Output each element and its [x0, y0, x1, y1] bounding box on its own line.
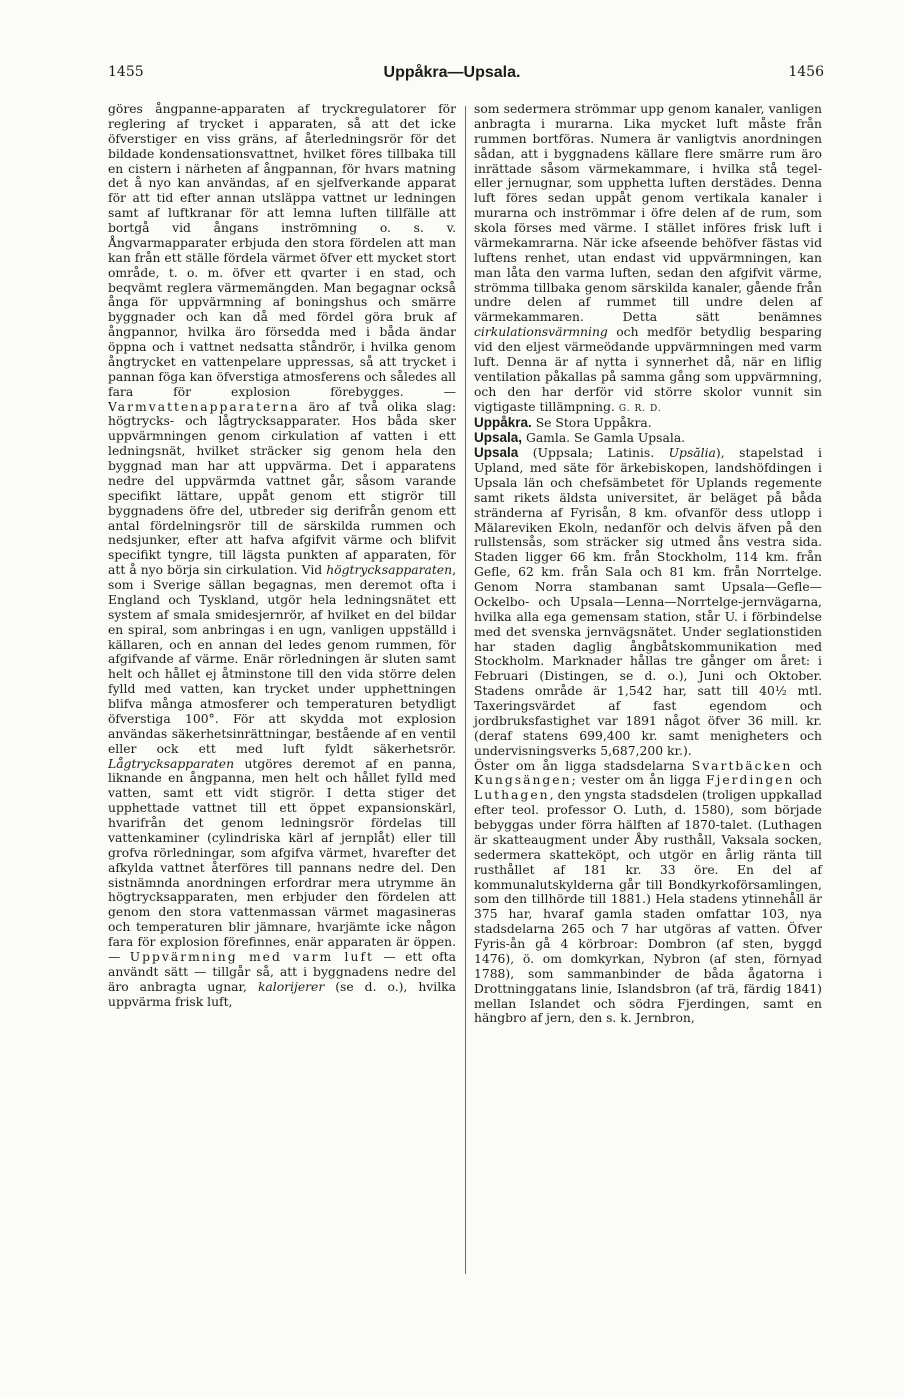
author-signature: G. R. D. [618, 403, 662, 414]
upsala-districts-paragraph: Öster om ån ligga stadsdelarna Svartbäcken och Kungsängen; vester om ån ligga Fjerdingen och Luthagen, den yngsta stadsdelen (troligen uppkallad efter teol. professor O. Luth, d. 1580), som började bebyggas under förra hälften af 1870-talet. (Luthagen är skatteaugment under Åby rusthåll, Vaksala socken, sedermera skatteköpt, och utgör en årlig ränta till rusthållet af 181 kr. 33 öre. En del af kommunalutskylderna går till Bondkyrkoförsamlingen, som den tillhörde till 1881.) Hela stadens ytinnehåll är 375 har, hvaraf gamla staden omfattar 103, nya stadsdelarna 265 och 7 har utgöras af vatten. Öfver Fyris-ån gå 4 körbroar: Dombron (af sten, byggd 1476), ö. om domkyrkan, Nybron (af sten, förnyad 1788), som sammanbinder de båda ågatorna i Drottninggatans linie, Islandsbron (af trä, färdig 1841) mellan Islandet och södra Fjerdingen, samt en hängbro af jern, den s. k. Jernbron, [474, 758, 823, 1026]
term-cirkulationsvarmning: cirkulationsvärmning [474, 325, 608, 340]
left-column [108, 102, 456, 1009]
district-name: Kungsängen [474, 773, 572, 788]
term-uppvarmning-varm-luft: Uppvärmning med varm luft [129, 949, 374, 964]
running-title: Uppåkra—Upsala. [383, 64, 521, 81]
page-header [0, 64, 904, 86]
entry-heading: Upsala, [474, 430, 523, 446]
entry-heading: Uppåkra. [474, 415, 532, 431]
heating-article-continuation: som sedermera strömmar upp genom kanaler, vanligen anbragta i murarna. Lika mycket luft måste från rummen bortföras. Numera är vanligtvis anordningen sådan, att i byggnadens källare flere smärre rum äro inrättade såsom värmekammare, i hvilka stå tegel- eller jernugnar, som upphetta luften derstädes. Denna luft föres sedan uppåt genom vertikala kanaler i murarna och inströmmar i öfre delen af de rum, som skola förses med värme. I stället införes frisk luft i värmekamrarna. När icke afseende behöfver fästas vid luftens renhet, utan endast vid uppvärmningen, kan man låta den varma luften, sedan den afgifvit värme, strömma tillbaka genom särskilda kanaler, gående från undre delen af rummet till undre delen af värmekammaren. Detta sätt benämnes cirkulationsvärmning och medför betydlig besparing vid den eljest värmeödande uppvärmningen med varm luft. Denna är af nytta i synnerhet då, när en liflig ventilation påkallas på samma gång som uppvärmning, och den har derför vid större skolor vunnit sin vigtigaste tillämpning. G. R. D. [474, 102, 822, 414]
term-lagtrycksapparaten: Lågtrycksapparaten [108, 756, 235, 771]
term-varmvattenapparaterna: Varmvattenapparaterna [108, 399, 300, 414]
right-column [474, 102, 822, 1026]
page-number-right: 1456 [788, 64, 824, 80]
column-divider [465, 106, 466, 1274]
latin-name: Upsălia [668, 446, 716, 461]
term-hogtrycksapparaten: högtrycksapparaten [326, 563, 453, 578]
term-kalorijerer: kalorijerer [257, 979, 325, 994]
district-name: Svartbäcken [691, 758, 793, 773]
entry-uppakra: Uppåkra. Se Stora Uppåkra. [474, 415, 652, 431]
entry-upsala-gamla: Upsala, Gamla. Se Gamla Upsala. [474, 430, 686, 446]
district-name: Luthagen [474, 788, 550, 803]
page-number-left: 1455 [108, 64, 144, 80]
district-name: Fjerdingen [705, 773, 795, 788]
entry-heading: Upsala [474, 445, 519, 461]
heating-article-paragraph: göres ångpanne-apparaten af tryckregulatorer för reglering af trycket i apparaten, så att det icke öfverstiger en viss gräns, af återledningsrör för det bildade kondensationsvattnet, hvilket föres tillbaka till en cistern i närheten af ångpannan, för hvars matning det å nyo kan användas, af en sjelfverkande apparat för att tid efter annan utsläppa vattnet ur ledningen samt af luftkranar för att lemna luften tillfälle att bortgå vid ångans inströmning o. s. v. Ångvarmapparater erbjuda den stora fördelen att man kan från ett ställe fördela värmet öfver ett mycket stort område, t. o. m. öfver ett qvarter i en stad, och beqvämt reglera värmemängden. Man begagnar också ånga för uppvärmning af boningshus och smärre byggnader och kan då med fördel göra bruk af ångpannor, hvilka äro försedda med i båda ändar öppna och i vattnet nedsatta ståndrör, i hvilka genom ångtrycket en vattenpelare uppressas, så att trycket i pannan föga kan öfverstiga atmosferens och således all fara för explosion förebygges. — Varmvattenapparaterna äro af två olika slag: högtrycks- och lågtrycksapparater. Hos båda sker uppvärmningen genom cirkulation af vatten i ett ledningsnät, hvilket sträcker sig genom hela den byggnad man har att uppvärma. Det i apparatens nedre del uppvärmda vattnet går, såsom varande specifikt lättare, uppåt genom ett stigrör till byggnadens öfre del, utbreder sig derifrån genom ett antal fördelningsrör till de särskilda rummen och nedsjunker, efter att hafva afgifvit värme och blifvit specifikt tyngre, till lägsta punkten af apparaten, för att å nyo börja sin cirkulation. Vid högtrycksapparaten, som i Sverige sällan begagnas, men deremot ofta i England och Tyskland, utgör hela ledningsnätet ett system af smala smidesjernrör, af hvilket en del bildar en spiral, som anbringas i en ugn, vanligen uppställd i källaren, och en annan del ledes genom rummen, för afgifvande af värme. Enär rörledningen är sluten samt helt och hållet ej åtminstone till den vida större delen fylld med vatten, kan trycket under upphettningen blifva många atmosferer och temperaturen betydligt öfverstiga 100°. För att skydda mot explosion användas säkerhetsinrättningar, bestående af en ventil eller ock ett med luft fyldt säkerhetsrör. Lågtrycksapparaten utgöres deremot af en panna, liknande en ångpanna, men helt och hållet fylld med vatten, samt ett vidt stigrör. I detta stiger det upphettade vattnet till ett öppet expansionskärl, hvarifrån det genom ledningsrör fördelas till vattenkaminer (cylindriska kärl af jernplåt) eller till grofva rörledningar, som afgifva värmet, hvarefter det afkylda vattnet återföres till pannans nedre del. Den sistnämnda anordningen erfordrar mera utrymme än högtrycksapparaten, men erbjuder den fördelen att genom den stora vattenmassan värmet magasineras och temperaturen blir jämnare, hvarjämte icke någon fara för explosion förefinnes, enär apparaten är öppen. — Uppvärmning med varm luft — ett ofta användt sätt — tillgår så, att i byggnadens nedre del äro anbragta ugnar, kalorijerer (se d. o.), hvilka uppvärma frisk luft, [108, 102, 456, 1009]
entry-upsala: Upsala (Uppsala; Latinis. Upsălia), stapelstad i Upland, med säte för ärkebiskopen, landshöfdingen i Upsala län och chefsämbetet för Uplands regemente samt rikets äldsta universitet, är beläget på båda stränderna af Fyrisån, 8 km. ofvanför dess utlopp i Mälareviken Ekoln, nedanför och delvis äfven på den rullstensås, som sträcker sig utmed åns vestra sida. Staden ligger 66 km. från Stockholm, 114 km. från Gefle, 62 km. från Sala och 81 km. från Norrtelge. Genom Norra stambanan samt Upsala—Gefle—Ockelbo- och Upsala—Lenna—Norrtelge-jernvägarna, hvilka alla ega gemensam station, står U. i förbindelse med det svenska jernvägsnätet. Under seglationstiden har staden daglig ångbåtskommunikation med Stockholm. Marknader hållas tre gånger om året: i Februari (Distingen, se d. o.), Juni och Oktober. Stadens område är 1,542 har, satt till 40½ mtl. Taxeringsvärdet af fast egendom och jordbruksfastighet var 1891 något öfver 36 mill. kr. (deraf statens 699,400 kr. samt menigheters och undervisningsverks 5,687,200 kr.). [474, 445, 822, 758]
